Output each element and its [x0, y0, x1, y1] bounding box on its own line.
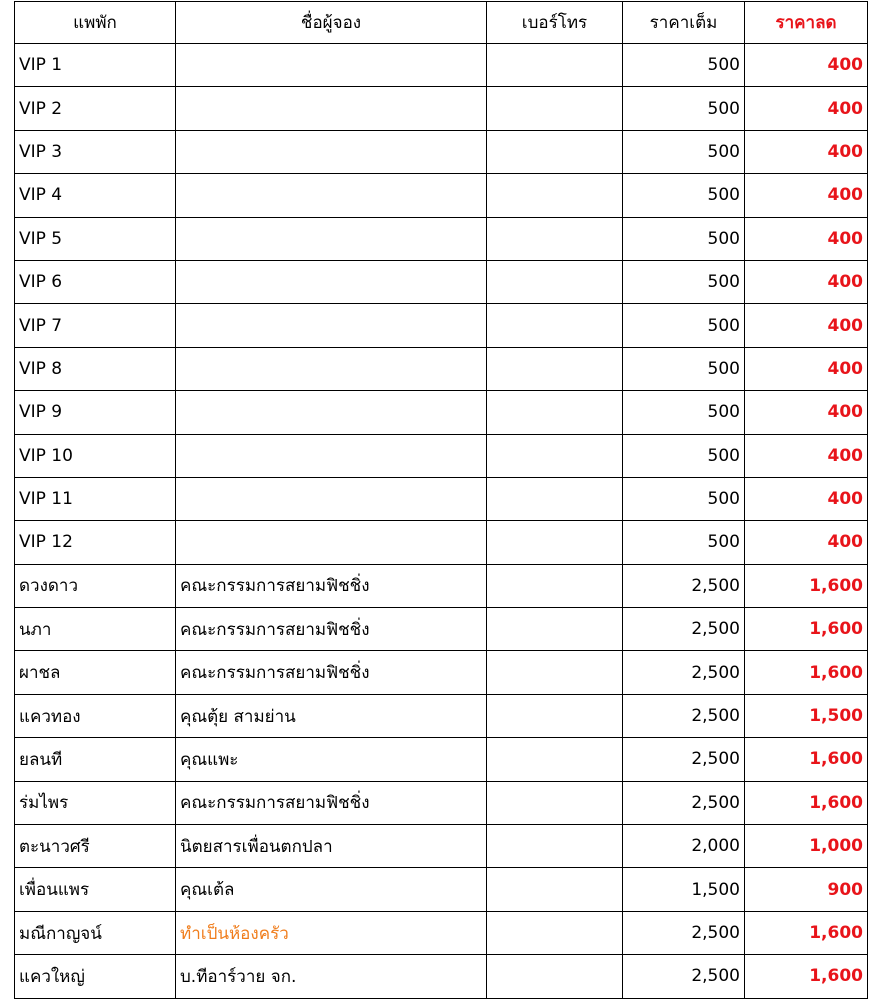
- table-row: [15, 260, 868, 303]
- raft-cell: VIP 4: [15, 174, 176, 217]
- discount-price-cell: 400: [745, 434, 868, 477]
- phone-cell: [487, 130, 623, 173]
- table-row: [15, 87, 868, 130]
- raft-booking-table: [14, 1, 868, 999]
- discount-price-cell: 1,600: [745, 955, 868, 998]
- header-row: [15, 2, 868, 44]
- phone-cell: [487, 868, 623, 911]
- raft-cell: VIP 1: [15, 44, 176, 87]
- table-row: [15, 955, 868, 998]
- phone-cell: [487, 694, 623, 737]
- table-row: [15, 347, 868, 390]
- phone-cell: [487, 174, 623, 217]
- full-price-cell: 500: [623, 217, 745, 260]
- full-price-cell: 1,500: [623, 868, 745, 911]
- phone-cell: [487, 781, 623, 824]
- phone-cell: [487, 738, 623, 781]
- raft-cell: นภา: [15, 608, 176, 651]
- booker-cell: [176, 304, 487, 347]
- full-price-cell: 500: [623, 391, 745, 434]
- table-row: [15, 564, 868, 607]
- booker-cell: คณะกรรมการสยามฟิชชิ่ง: [176, 651, 487, 694]
- full-price-cell: 2,500: [623, 781, 745, 824]
- phone-cell: [487, 564, 623, 607]
- table-row: [15, 738, 868, 781]
- full-price-cell: 2,500: [623, 738, 745, 781]
- table-row: [15, 825, 868, 868]
- raft-cell: VIP 12: [15, 521, 176, 564]
- booker-cell: [176, 434, 487, 477]
- booker-cell: นิตยสารเพื่อนตกปลา: [176, 825, 487, 868]
- booker-cell: [176, 260, 487, 303]
- booker-cell: [176, 217, 487, 260]
- discount-price-cell: 1,500: [745, 694, 868, 737]
- table-row: [15, 911, 868, 954]
- full-price-cell: 2,000: [623, 825, 745, 868]
- phone-cell: [487, 521, 623, 564]
- full-price-cell: 2,500: [623, 955, 745, 998]
- raft-cell: แควทอง: [15, 694, 176, 737]
- booker-cell: คณะกรรมการสยามฟิชชิ่ง: [176, 608, 487, 651]
- phone-cell: [487, 955, 623, 998]
- raft-cell: VIP 2: [15, 87, 176, 130]
- full-price-cell: 2,500: [623, 564, 745, 607]
- booker-cell: คุณตุ้ย สามย่าน: [176, 694, 487, 737]
- table-row: [15, 521, 868, 564]
- raft-cell: VIP 9: [15, 391, 176, 434]
- booker-cell: ทำเป็นห้องครัว: [176, 911, 487, 954]
- table-row: [15, 781, 868, 824]
- booker-cell: [176, 477, 487, 520]
- discount-price-cell: 1,600: [745, 564, 868, 607]
- table-row: [15, 434, 868, 477]
- booker-cell: [176, 391, 487, 434]
- discount-price-cell: 900: [745, 868, 868, 911]
- table-row: [15, 217, 868, 260]
- phone-cell: [487, 391, 623, 434]
- booker-cell: [176, 44, 487, 87]
- raft-cell: ผาชล: [15, 651, 176, 694]
- full-price-cell: 500: [623, 347, 745, 390]
- phone-cell: [487, 608, 623, 651]
- full-price-cell: 2,500: [623, 911, 745, 954]
- table-row: [15, 694, 868, 737]
- full-price-cell: 2,500: [623, 694, 745, 737]
- booker-cell: บ.ทีอาร์วาย จก.: [176, 955, 487, 998]
- booker-cell: คณะกรรมการสยามฟิชชิ่ง: [176, 564, 487, 607]
- table-row: [15, 477, 868, 520]
- raft-cell: VIP 5: [15, 217, 176, 260]
- raft-cell: ตะนาวศรี: [15, 825, 176, 868]
- raft-cell: VIP 6: [15, 260, 176, 303]
- full-price-cell: 500: [623, 87, 745, 130]
- booker-cell: [176, 130, 487, 173]
- discount-price-cell: 400: [745, 44, 868, 87]
- discount-price-cell: 400: [745, 391, 868, 434]
- full-price-cell: 500: [623, 174, 745, 217]
- phone-cell: [487, 217, 623, 260]
- table-row: [15, 304, 868, 347]
- raft-cell: VIP 8: [15, 347, 176, 390]
- discount-price-cell: 1,600: [745, 781, 868, 824]
- phone-cell: [487, 477, 623, 520]
- discount-price-cell: 1,600: [745, 608, 868, 651]
- phone-cell: [487, 651, 623, 694]
- header-booker: ชื่อผู้จอง: [176, 2, 487, 44]
- booker-cell: [176, 174, 487, 217]
- booker-cell: คุณเต้ล: [176, 868, 487, 911]
- phone-cell: [487, 911, 623, 954]
- full-price-cell: 500: [623, 260, 745, 303]
- raft-cell: ร่มไพร: [15, 781, 176, 824]
- table-row: [15, 651, 868, 694]
- full-price-cell: 500: [623, 434, 745, 477]
- discount-price-cell: 1,600: [745, 911, 868, 954]
- discount-price-cell: 400: [745, 260, 868, 303]
- phone-cell: [487, 825, 623, 868]
- discount-price-cell: 400: [745, 304, 868, 347]
- phone-cell: [487, 44, 623, 87]
- raft-cell: แควใหญ่: [15, 955, 176, 998]
- raft-cell: VIP 10: [15, 434, 176, 477]
- discount-price-cell: 400: [745, 477, 868, 520]
- table-row: [15, 608, 868, 651]
- booker-cell: คุณแพะ: [176, 738, 487, 781]
- raft-cell: VIP 11: [15, 477, 176, 520]
- full-price-cell: 500: [623, 477, 745, 520]
- table-row: [15, 391, 868, 434]
- booker-cell: [176, 347, 487, 390]
- header-raft: แพพัก: [15, 2, 176, 44]
- full-price-cell: 500: [623, 130, 745, 173]
- phone-cell: [487, 434, 623, 477]
- raft-cell: มณีกาญจน์: [15, 911, 176, 954]
- header-phone: เบอร์โทร: [487, 2, 623, 44]
- raft-cell: ดวงดาว: [15, 564, 176, 607]
- discount-price-cell: 400: [745, 87, 868, 130]
- phone-cell: [487, 347, 623, 390]
- booker-cell: [176, 87, 487, 130]
- raft-cell: VIP 7: [15, 304, 176, 347]
- header-discount-price: ราคาลด: [745, 2, 868, 44]
- full-price-cell: 500: [623, 304, 745, 347]
- raft-cell: ยลนที: [15, 738, 176, 781]
- table-row: [15, 44, 868, 87]
- discount-price-cell: 1,600: [745, 651, 868, 694]
- discount-price-cell: 400: [745, 130, 868, 173]
- discount-price-cell: 1,600: [745, 738, 868, 781]
- booker-cell: [176, 521, 487, 564]
- raft-cell: เพื่อนแพร: [15, 868, 176, 911]
- table-row: [15, 174, 868, 217]
- full-price-cell: 500: [623, 521, 745, 564]
- full-price-cell: 2,500: [623, 651, 745, 694]
- phone-cell: [487, 87, 623, 130]
- phone-cell: [487, 260, 623, 303]
- discount-price-cell: 400: [745, 217, 868, 260]
- table-row: [15, 130, 868, 173]
- phone-cell: [487, 304, 623, 347]
- header-full-price: ราคาเต็ม: [623, 2, 745, 44]
- full-price-cell: 500: [623, 44, 745, 87]
- booker-cell: คณะกรรมการสยามฟิชชิ่ง: [176, 781, 487, 824]
- table-row: [15, 868, 868, 911]
- discount-price-cell: 400: [745, 521, 868, 564]
- discount-price-cell: 400: [745, 347, 868, 390]
- full-price-cell: 2,500: [623, 608, 745, 651]
- discount-price-cell: 1,000: [745, 825, 868, 868]
- discount-price-cell: 400: [745, 174, 868, 217]
- raft-cell: VIP 3: [15, 130, 176, 173]
